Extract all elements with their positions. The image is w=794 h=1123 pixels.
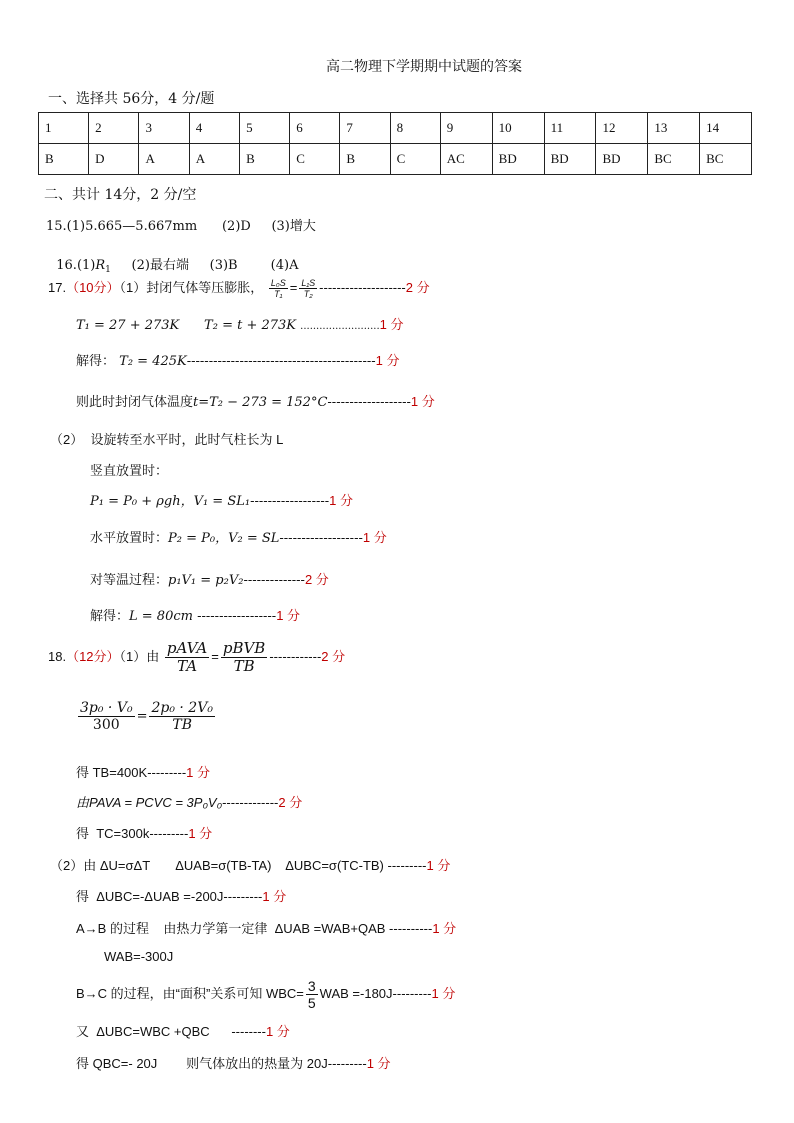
table-cell: 12 <box>596 113 648 144</box>
q17-score-6: 1 分 <box>362 530 387 545</box>
frac-denominator: 5 <box>307 995 316 1012</box>
q18-text-10b: WAB =-180J <box>319 986 393 1002</box>
q17-line-5 <box>90 490 353 509</box>
q16-prefix: 16.(1) <box>56 258 96 273</box>
table-cell: 3 <box>139 113 189 144</box>
q18-dash-5: --------- <box>149 826 189 841</box>
q18-line-3 <box>76 762 210 781</box>
q18-line-2: $\frac{\text{3p₀ · V₀}}{300}$ = $\frac{\text{2p₀ · 2V₀}}{TB}$ <box>80 700 213 734</box>
q18-line-11 <box>76 1021 290 1040</box>
q18-dash-6: --------- <box>387 858 427 873</box>
q18-frac-1-right <box>221 640 267 676</box>
q17-vertical-label: 竖直放置时： <box>90 463 169 478</box>
q17-line-6 <box>90 527 387 546</box>
table-cell: C <box>290 144 340 175</box>
q18-text-10a: B→C 的过程，由“面积”关系可知 WBC= <box>76 986 304 1002</box>
q17-dots-2: ......................... <box>300 321 380 332</box>
q15-answer: 15.(1)5.665—5.667mm (2)D (3)增大 <box>46 219 316 234</box>
table-cell: 1 <box>39 113 89 144</box>
q18-dash-10: --------- <box>392 986 432 1002</box>
q18-part1: （1）由 <box>119 649 160 665</box>
q17-points: （10分） <box>66 280 120 295</box>
q16-answer <box>48 239 298 275</box>
q17-frac-right <box>299 278 317 300</box>
frac-numerator: L₁S <box>301 277 316 288</box>
q18-frac-2-right <box>149 700 214 733</box>
q17-eq-3: T₂ = 425K <box>119 354 187 369</box>
q18-score-5: 1 分 <box>188 826 213 841</box>
q17-dash-3: ------------------------------------------- <box>186 354 376 369</box>
q18-score-3: 1 分 <box>186 765 210 780</box>
q17-line-4 <box>76 391 435 410</box>
frac-denominator: T₁ <box>274 289 283 300</box>
q18-text-3: 得 TB=400K <box>76 765 148 780</box>
q17-frac-left <box>269 278 288 300</box>
q17-line-1: 17.（10分）（1）封闭气体等压膨胀， $\frac{\text{L₀S}}{\text{T₁}}$ = $\frac{\text{L₁S}}{\text{T₂}}$ --------------------2 分 <box>48 277 430 300</box>
q18-line-10 <box>76 978 455 1011</box>
q18-line-8 <box>76 918 456 937</box>
table-cell: B <box>240 144 290 175</box>
q17-eq-5: P₁ = P₀ + ρgh，V₁ = SL₁ <box>90 494 251 509</box>
frac-numerator: L₀S <box>270 277 286 288</box>
frac-numerator: pAVA <box>166 639 208 657</box>
frac-numerator: 3 <box>307 978 316 994</box>
q17-eq-8: L = 80cm <box>129 609 193 624</box>
q17-score-8: 1 分 <box>276 608 301 623</box>
q18-frac-1-left <box>165 640 209 676</box>
table-cell: B <box>39 144 89 175</box>
q18-score-10: 1 分 <box>431 986 456 1002</box>
q18-dash-8: ---------- <box>389 921 433 936</box>
table-cell: 7 <box>340 113 390 144</box>
q18-score-8: 1 分 <box>432 921 457 936</box>
q17-dash-4: ------------------- <box>327 395 411 410</box>
q17-label-horizontal: 水平放置时： <box>90 530 169 545</box>
q18-text-4: 由PAVA = PCVC = 3P₀V₀ <box>76 795 223 810</box>
table-cell: 8 <box>390 113 440 144</box>
table-cell: 6 <box>290 113 340 144</box>
q17-number: 17. <box>48 280 67 295</box>
q17-score-4: 1 分 <box>410 394 435 409</box>
table-cell: A <box>139 144 189 175</box>
frac-numerator: pBVB <box>222 639 266 657</box>
table-cell: 9 <box>440 113 492 144</box>
q18-line-1: 18.（12分）（1）由 $\frac{\text{pAVA}}{TA}$ = $\frac{\text{pBVB}}{TB}$ ------------2 分 <box>48 639 346 676</box>
q17-line-7 <box>90 569 329 588</box>
q17-text-4: 则此时封闭气体温度 <box>76 394 194 409</box>
q17-score-5: 1 分 <box>329 493 353 508</box>
q17-score-3: 1 分 <box>375 353 400 368</box>
q18-score-4: 2 分 <box>278 795 303 810</box>
q18-points: （12分） <box>66 649 120 665</box>
table-cell: B <box>340 144 390 175</box>
q17-score-2: 1 分 <box>379 317 404 332</box>
q18-text-12: 得 QBC=- 20J 则气体放出的热量为 20J <box>76 1056 328 1071</box>
q18-line-12 <box>76 1053 391 1072</box>
q18-line-7 <box>76 886 286 905</box>
q17-eq-6: P₂ = P₀，V₂ = SL <box>168 531 280 546</box>
table-cell: 14 <box>700 113 752 144</box>
q17-label-solve: 解得： <box>76 353 116 368</box>
q18-dash-11: -------- <box>231 1024 266 1039</box>
q17-dash-7: -------------- <box>243 573 305 588</box>
q18-frac-3-5 <box>306 978 318 1011</box>
q17-line-2 <box>76 314 403 333</box>
q17-temperatures: T₁ = 27 + 273K T₂ = t + 273K <box>76 318 297 333</box>
q17-eq-7: p₁V₁ = p₂V₂ <box>168 573 244 588</box>
frac-denominator: TB <box>233 657 255 676</box>
q17-line-8 <box>90 605 300 624</box>
q18-score-12: 1 分 <box>366 1056 391 1071</box>
q18-number: 18. <box>48 649 67 665</box>
q18-dash-4: ------------- <box>222 795 279 810</box>
q17-part-2: （2） 设旋转至水平时，此时气柱长为 L <box>50 432 284 447</box>
q17-dash-5: ------------------ <box>250 494 330 509</box>
table-cell: BD <box>492 144 544 175</box>
table-cell: 4 <box>189 113 239 144</box>
q16-sub: 1 <box>105 265 111 275</box>
q16-var: R <box>95 258 106 273</box>
q18-line-4 <box>76 792 302 811</box>
q17-line-3 <box>76 350 399 369</box>
table-cell: BD <box>544 144 596 175</box>
q17-dash-6: ------------------- <box>279 531 363 546</box>
q18-part2: （2）由 ΔU=σΔT ΔUAB=σ(TB-TA) ΔUBC=σ(TC-TB) <box>50 858 384 873</box>
frac-denominator: TB <box>172 717 193 734</box>
table-cell: AC <box>440 144 492 175</box>
q17-score-1: 2 分 <box>405 280 430 295</box>
q17-dash-1: -------------------- <box>319 280 406 295</box>
table-cell: BD <box>596 144 648 175</box>
q18-score-7: 1 分 <box>262 889 287 904</box>
q18-line-6 <box>50 855 450 874</box>
frac-denominator: 300 <box>92 717 120 734</box>
q17-label-solve-2: 解得： <box>90 608 130 623</box>
table-cell: C <box>390 144 440 175</box>
frac-denominator: T₂ <box>303 289 313 300</box>
q17-score-7: 2 分 <box>304 572 329 587</box>
q18-dash-3: --------- <box>147 765 187 780</box>
section-1-heading: 一、选择共 56分，4 分/题 <box>48 91 215 107</box>
table-cell: D <box>89 144 139 175</box>
q18-text-8: A→B 的过程 由热力学第一定律 ΔUAB =WAB+QAB <box>76 921 386 936</box>
table-cell: BC <box>648 144 700 175</box>
table-cell: 5 <box>240 113 290 144</box>
q18-text-7: 得 ΔUBC=-ΔUAB =-200J <box>76 889 224 904</box>
page-title: 高二物理下学期期中试题的答案 <box>326 59 522 75</box>
q18-dash-1: ------------ <box>269 649 322 665</box>
table-cell: 2 <box>89 113 139 144</box>
q17-dash-8: ------------------ <box>197 609 277 624</box>
q18-line-9: WAB=-300J <box>104 949 174 964</box>
q17-label-isothermal: 对等温过程： <box>90 572 169 587</box>
q18-text-11: 又 ΔUBC=WBC +QBC <box>76 1024 210 1039</box>
table-cell: 11 <box>544 113 596 144</box>
q16-rest: (2)最右端 (3)B (4)A <box>110 258 299 273</box>
frac-numerator: 2p₀ · 2V₀ <box>151 700 213 716</box>
answer-table <box>38 112 752 175</box>
q18-score-1: 2 分 <box>321 649 346 665</box>
q18-score-6: 1 分 <box>426 858 451 873</box>
q18-dash-12: --------- <box>327 1056 367 1071</box>
frac-numerator: 3p₀ · V₀ <box>80 700 133 716</box>
q18-dash-7: --------- <box>223 889 263 904</box>
table-cell: 13 <box>648 113 700 144</box>
table-cell: BC <box>700 144 752 175</box>
table-row-numbers <box>39 113 752 144</box>
q18-score-11: 1 分 <box>265 1024 290 1039</box>
q17-part1: （1）封闭气体等压膨胀， <box>119 280 264 295</box>
q17-eq-4: t=T₂ − 273 = 152°C <box>193 395 328 410</box>
table-cell: A <box>189 144 239 175</box>
table-row-answers <box>39 144 752 175</box>
q18-text-5: 得 TC=300k <box>76 826 150 841</box>
section-2-heading: 二、共计 14分，2 分/空 <box>44 187 197 203</box>
frac-denominator: TA <box>177 657 198 676</box>
q18-frac-2-left <box>78 700 135 733</box>
q18-line-5 <box>76 823 212 842</box>
table-cell: 10 <box>492 113 544 144</box>
